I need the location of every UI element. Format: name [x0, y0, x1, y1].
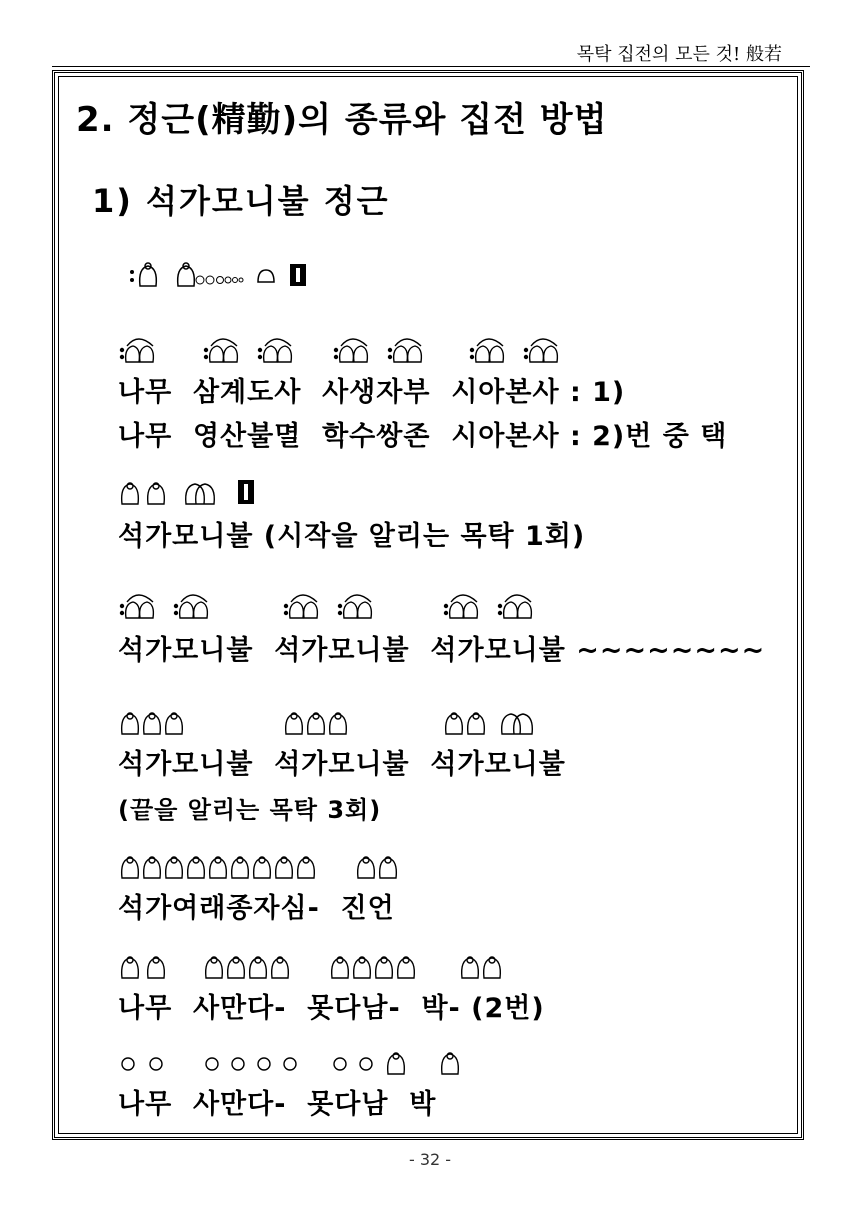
- moktak-row-5-symbols: [118, 848, 418, 882]
- subsection-title: 1) 석가모니불 정근: [92, 182, 390, 220]
- moktak-row-7: [118, 1044, 518, 1078]
- moktak-row-6-symbols: [118, 948, 518, 982]
- moktak-row-2: [118, 474, 278, 508]
- moktak-row-3-symbols: [118, 588, 578, 622]
- header-rule: [52, 66, 810, 67]
- text-line-3: 석가모니불 (시작을 알리는 목탁 1회): [118, 521, 586, 552]
- moktak-row-2-symbols: [118, 474, 278, 508]
- section-title: 2. 정근(精勤)의 종류와 집전 방법: [76, 100, 608, 140]
- text-line-2: 나무 영산불멸 학수쌍존 시아본사 : 2)번 중 택: [118, 421, 728, 452]
- text-line-4: 석가모니불 석가모니불 석가모니불 ~~~~~~~~: [118, 635, 766, 666]
- moktak-row-4-symbols: [118, 704, 578, 738]
- text-line-6: (끝을 알리는 목탁 3회): [118, 796, 382, 824]
- moktak-row-3: [118, 588, 578, 622]
- text-line-1: 나무 삼계도사 사생자부 시아본사 : 1): [118, 377, 626, 408]
- text-line-8: 나무 사만다- 못다남- 박- (2번): [118, 993, 545, 1024]
- moktak-intro-symbols: [118, 258, 318, 292]
- text-line-9: 나무 사만다- 못다남 박: [118, 1089, 437, 1120]
- moktak-row-1-symbols: [118, 332, 578, 366]
- text-line-5: 석가모니불 석가모니불 석가모니불: [118, 749, 566, 780]
- running-header: 목탁 집전의 모든 것! 般若: [576, 44, 782, 65]
- moktak-row-7-symbols: [118, 1044, 518, 1078]
- moktak-row-4: [118, 704, 578, 738]
- moktak-row-6: [118, 948, 518, 982]
- moktak-intro-row: [118, 258, 318, 292]
- moktak-row-5: [118, 848, 418, 882]
- page-number: - 32 -: [408, 1150, 452, 1169]
- moktak-row-1: [118, 332, 578, 366]
- text-line-7: 석가여래종자심- 진언: [118, 893, 395, 924]
